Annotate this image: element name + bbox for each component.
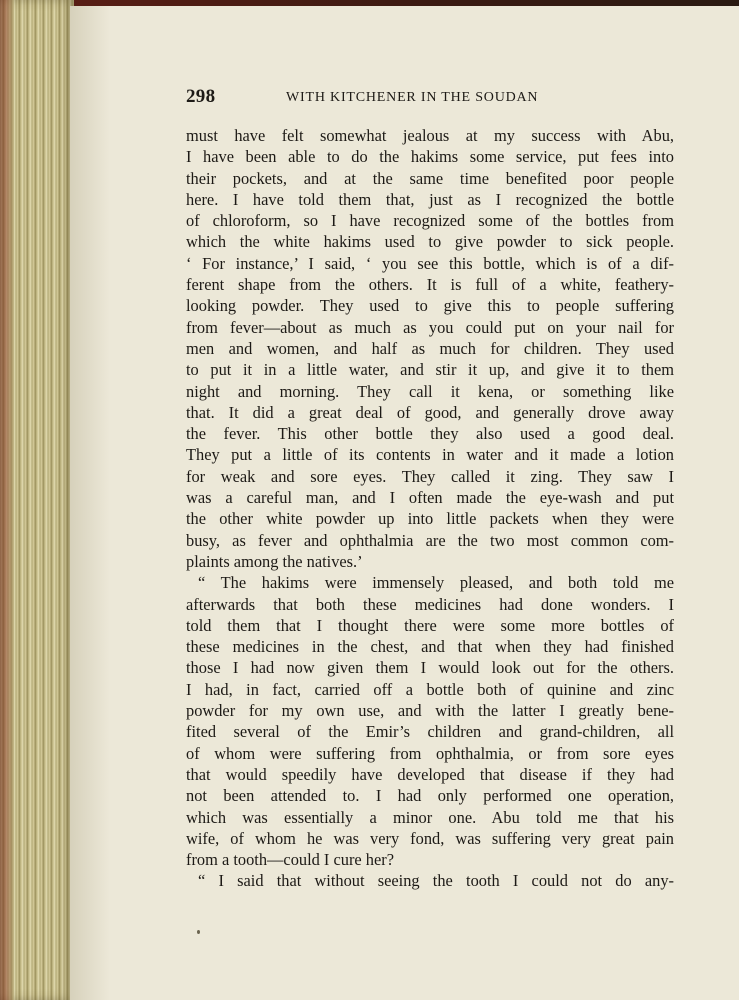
text-line: not been attended to. I had only performed one operation,	[186, 786, 674, 806]
text-line: of whom were suffering from ophthalmia, or from sore eyes	[186, 743, 674, 763]
text-line: I had, in fact, carried off a bottle both of quinine and zinc	[186, 679, 674, 699]
text-line: here. I have told them that, just as I recognized the bottle	[186, 189, 674, 209]
text-line: the other white powder up into little packets when they were	[186, 509, 674, 529]
text-line: which was essentially a minor one. Abu told me that his	[186, 807, 674, 827]
running-head	[186, 86, 592, 110]
text-line: They put a little of its contents in water and it made a lotion	[186, 445, 674, 465]
paper-speck	[197, 930, 200, 934]
text-line: I have been able to do the hakims some service, put fees into	[186, 147, 674, 167]
text-line: ‘ For instance,’ I said, ‘ you see this bottle, which is of a dif-	[186, 253, 674, 273]
text-line: their pockets, and at the same time benefited poor people	[186, 168, 674, 188]
text-line: the fever. This other bottle they also used a good deal.	[186, 424, 674, 444]
text-line: night and morning. They call it kena, or something like	[186, 381, 674, 401]
text-line: those I had now given them I would look out for the others.	[186, 658, 674, 678]
body-text	[186, 125, 674, 892]
text-line: to put it in a little water, and stir it up, and give it to them	[186, 360, 674, 380]
text-line: that. It did a great deal of good, and generally drove away	[186, 402, 674, 422]
text-line: of chloroform, so I have recognized some of the bottles from	[186, 211, 674, 231]
text-line: told them that I thought there were some more bottles of	[186, 615, 674, 635]
text-line: looking powder. They used to give this to people suffering	[186, 296, 674, 316]
book-page	[70, 6, 739, 1000]
text-line: which the white hakims used to give powder to sick people.	[186, 232, 674, 252]
running-title: WITH KITCHENER IN THE SOUDAN	[286, 90, 539, 105]
text-line: plaints among the natives.’	[186, 551, 363, 571]
text-line: men and women, and half as much for children. They used	[186, 338, 674, 358]
text-line: “ I said that without seeing the tooth I could not do any-	[198, 871, 674, 891]
text-line: these medicines in the chest, and that when they had finished	[186, 637, 674, 657]
text-line: “ The hakims were immensely pleased, and both told me	[198, 573, 674, 593]
text-line: that would speedily have developed that disease if they had	[186, 764, 674, 784]
text-line: powder for my own use, and with the latter I greatly bene-	[186, 701, 674, 721]
text-line: fited several of the Emir’s children and grand-children, all	[186, 722, 674, 742]
page-edges	[0, 0, 74, 1000]
text-line: ferent shape from the others. It is full of a white, feathery-	[186, 275, 674, 295]
text-line: busy, as fever and ophthalmia are the two most common com-	[186, 530, 674, 550]
text-line: wife, of whom he was very fond, was suffering very great pain	[186, 828, 674, 848]
text-line: from fever—about as much as you could put on your nail for	[186, 317, 674, 337]
page-number: 298	[186, 86, 216, 107]
text-line: must have felt somewhat jealous at my success with Abu,	[186, 126, 674, 145]
text-line: from a tooth—could I cure her?	[186, 850, 394, 870]
text-line: afterwards that both these medicines had done wonders. I	[186, 594, 674, 614]
text-line: for weak and sore eyes. They called it zing. They saw I	[186, 466, 674, 486]
text-line: was a careful man, and I often made the eye-wash and put	[186, 488, 674, 508]
